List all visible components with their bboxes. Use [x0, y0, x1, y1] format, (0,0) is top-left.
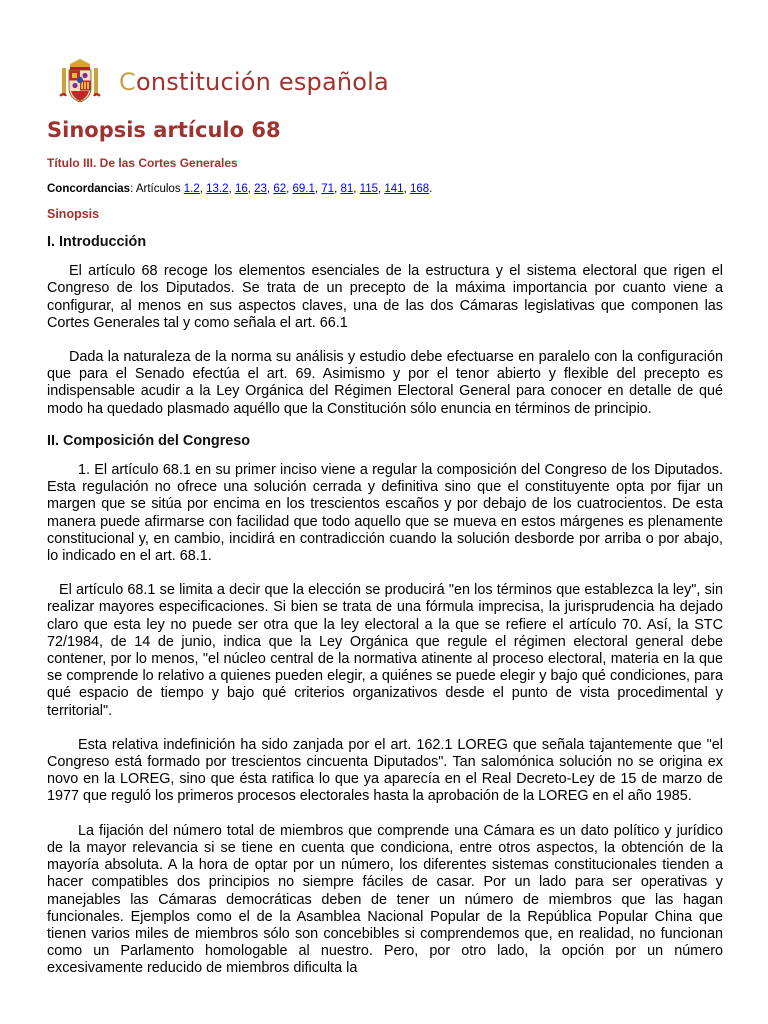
article-link[interactable]: 62: [273, 183, 287, 195]
article-link[interactable]: 71: [321, 183, 335, 195]
article-link[interactable]: 115: [359, 183, 378, 195]
article-link[interactable]: 141: [384, 183, 404, 195]
titulo-label: Título III. De las Cortes Generales: [47, 156, 238, 170]
sinopsis-heading: Sinopsis: [47, 207, 100, 221]
article-link[interactable]: 69.1: [292, 183, 315, 195]
page-title: Sinopsis artículo 68: [47, 118, 281, 142]
paragraph: La fijación del número total de miembros que comprende una Cámara es un dato político y jurídico de la mayor relevancia si se tiene en cuenta que condiciona, entre otros aspectos, la obtención de la mayoría absoluta. A la hora de optar por un número, los diferentes sistemas constitucionales tienden a hacer compatibles dos principios no siempre fáciles de casar. Por un lado para ser operativas y manejables las Cámaras democráticas deben de tener un número de miembros que las hagan funcionales. Ejemplos como el de la Asamblea Nacional Popular de la República Popular China que tienen varios miles de miembros sólo son concebibles si comprendemos que, en realidad, no funcionan como un Parlamento homologable al nuestro. Pero, por otro lado, la opción por un número excesivamente reducido de miembros dificulta la: [47, 822, 723, 977]
article-body: [47, 234, 723, 995]
article-link[interactable]: 13.2: [206, 183, 229, 195]
article-link[interactable]: 23: [254, 183, 267, 195]
article-link[interactable]: 81: [340, 183, 354, 195]
section-heading: I. Introducción: [47, 234, 147, 250]
paragraph: El artículo 68.1 se limita a decir que la elección se producirá "en los términos que establezca la ley", sin realizar mayores especificaciones. Si bien se trata de una fórmula imprecisa, la jurisprudencia ha dejado claro que esta ley no puede ser otra que la ley electoral a la que se refiere el artículo 70. Así, la STC 72/1984, de 14 de junio, indica que la Ley Orgánica que regule el régimen electoral general debe contener, por lo menos, "el núcleo central de la normativa atinente al proceso electoral, materia en la que se comprende lo relativo a quienes pueden elegir, a quiénes se puede elegir y bajo qué condiciones, para qué espacio de tiempo y bajo qué criterios organizativos desde el punto de vista procedimental y territorial".: [47, 582, 723, 719]
concordancias-line: Concordancias: Artículos 1.2, 13.2, 16, 23, 62, 69.1, 71, 81, 115, 141, 168.: [47, 183, 433, 195]
concordancias-label: Concordancias: [47, 183, 131, 195]
article-link[interactable]: 168: [409, 183, 430, 195]
article-link[interactable]: 1.2: [183, 183, 200, 195]
article-link[interactable]: 16: [234, 183, 248, 195]
coat-of-arms-icon: [58, 58, 102, 104]
site-title-initial: C: [119, 68, 136, 96]
site-header: [58, 58, 718, 106]
paragraph: Dada la naturaleza de la norma su análisis y estudio debe efectuarse en paralelo con la configuración que para el Senado efectúa el art. 69. Asimismo y por el tenor abierto y flexible del precepto es indispensable acudir a la Ley Orgánica del Régimen Electoral General para conocer en detalle de qué modo ha quedado plasmado aquéllo que la Constitución sólo enuncia en términos de principio.: [47, 349, 723, 417]
section-heading: II. Composición del Congreso: [47, 432, 251, 449]
site-title: [119, 68, 389, 96]
site-title-rest: onstitución española: [135, 68, 389, 96]
paragraph: El artículo 68 recoge los elementos esenciales de la estructura y el sistema electoral que rigen el Congreso de los Diputados. Se trata de un precepto de la máxima importancia por cuanto viene a configurar, al menos en sus aspectos claves, una de las dos Cámaras legislativas que componen las Cortes Generales tal y como señala el art. 66.1: [47, 263, 723, 331]
concordancias-prefix: : Artículos: [130, 183, 184, 195]
paragraph: 1. El artículo 68.1 en su primer inciso viene a regular la composición del Congreso de los Diputados. Esta regulación no ofrece una solución cerrada y definitiva sino que el constituyente opta por fijar un margen que se sitúa por encima en los trescientos escaños y por debajo de los cuatrocientos. De esta manera puede afirmarse con facilidad que todo aquello que se mueva en estos márgenes es plenamente constitucional y, en cambio, incidirá en contradicción cuando la solución desborde por arriba o por abajo, lo indicado en el art. 68.1.: [47, 462, 723, 565]
paragraph: Esta relativa indefinición ha sido zanjada por el art. 162.1 LOREG que señala tajantemente que "el Congreso está formado por trescientos cincuenta Diputados". Tan salomónica solución no se origina ex novo en la LOREG, sino que ésta ratifica lo que ya aparecía en el Real Decreto-Ley de 15 de marzo de 1977 que reguló los primeros procesos electorales hasta la aprobación de la LOREG en el año 1985.: [47, 736, 723, 805]
